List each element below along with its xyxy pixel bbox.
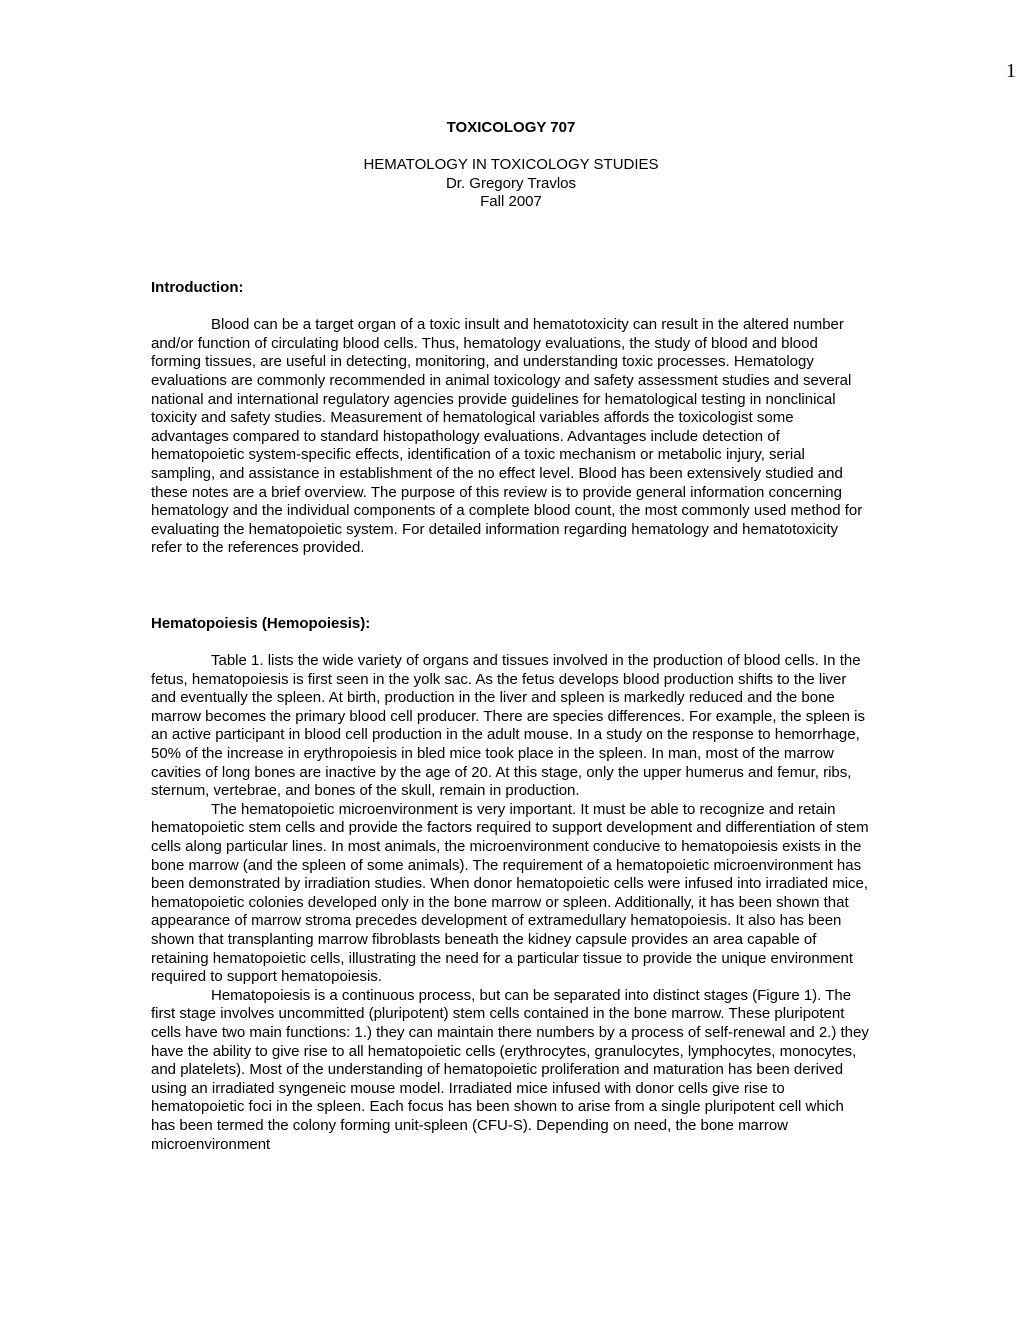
title-block	[151, 156, 871, 212]
hematopoiesis-paragraph-3: Hematopoiesis is a continuous process, but can be separated into distinct stages (Figure 1). The first stage involves uncommitted (pluripotent) stem cells contained in the bone marrow. These pluripotent cells have two main functions: 1.) they can maintain there numbers by a process of self-renewal and 2.) they have the ability to give rise to all hematopoietic cells (erythrocytes, granulocytes, lymphocytes, monocytes, and platelets). Most of the understanding of hematopoietic proliferation and maturation has been derived using an irradiated syngeneic mouse model. Irradiated mice infused with donor cells give rise to hematopoietic foci in the spleen. Each focus has been shown to arise from a single pluripotent cell which has been termed the colony forming unit-spleen (CFU-S). Depending on need, the bone marrow microenvironment	[151, 986, 869, 1153]
course-title: TOXICOLOGY 707	[446, 119, 576, 136]
document-body	[151, 119, 871, 1154]
introduction-paragraph: Blood can be a target organ of a toxic insult and hematotoxicity can result in the altered number and/or function of circulating blood cells. Thus, hematology evaluations, the study of blood and blood forming tissues, are useful in detecting, monitoring, and understanding toxic processes. Hematology evaluations are commonly recommended in animal toxicology and safety assessment studies and several national and international regulatory agencies provide guidelines for hematological testing in nonclinical toxicity and safety studies. Measurement of hematological variables affords the toxicologist some advantages compared to standard histopathology evaluations. Advantages include detection of hematopoietic system-specific effects, identification of a toxic mechanism or metabolic injury, serial sampling, and assistance in establishment of the no effect level. Blood has been extensively studied and these notes are a brief overview. The purpose of this review is to provide general information concerning hematology and the individual components of a complete blood count, the most commonly used method for evaluating the hematopoietic system. For detailed information regarding hematology and hematotoxicity refer to the references provided.	[151, 316, 863, 557]
page-number: 1	[1006, 60, 1016, 82]
hematopoiesis-paragraph-2: The hematopoietic microenvironment is very important. It must be able to recognize and retain hematopoietic stem cells and provide the factors required to support development and differentiation of stem cells along particular lines. In most animals, the microenvironment conducive to hematopoiesis exists in the bone marrow (and the spleen of some animals). The requirement of a hematopoietic microenvironment has been demonstrated by irradiation studies. When donor hematopoietic cells were infused into irradiated mice, hematopoietic colonies developed only in the bone marrow or spleen. Additionally, it has been shown that appearance of marrow stroma precedes development of extramedullary hematopoiesis. It also has been shown that transplanting marrow fibroblasts beneath the kidney capsule provides an area capable of retaining hematopoietic cells, illustrating the need for a particular tissue to provide the unique environment required to support hematopoiesis.	[151, 800, 869, 986]
author-name: Dr. Gregory Travlos	[445, 174, 577, 192]
section-heading-hematopoiesis: Hematopoiesis (Hemopoiesis):	[151, 614, 371, 632]
term: Fall 2007	[480, 193, 542, 211]
hematopoiesis-paragraph-1: Table 1. lists the wide variety of organs and tissues involved in the production of blood cells. In the fetus, hematopoiesis is first seen in the yolk sac. As the fetus develops blood production shifts to the liver and eventually the spleen. At birth, production in the liver and spleen is markedly reduced and the bone marrow becomes the primary blood cell producer. There are species differences. For example, the spleen is an active participant in blood cell production in the adult mouse. In a study on the response to hemorrhage, 50% of the increase in erythropoiesis in bled mice took place in the spleen. In man, most of the marrow cavities of long bones are inactive by the age of 20. At this stage, only the upper humerus and femur, ribs, sternum, vertebrae, and bones of the skull, remain in production.	[151, 652, 865, 800]
document-title: HEMATOLOGY IN TOXICOLOGY STUDIES	[363, 156, 659, 174]
section-heading-introduction: Introduction:	[151, 278, 244, 296]
